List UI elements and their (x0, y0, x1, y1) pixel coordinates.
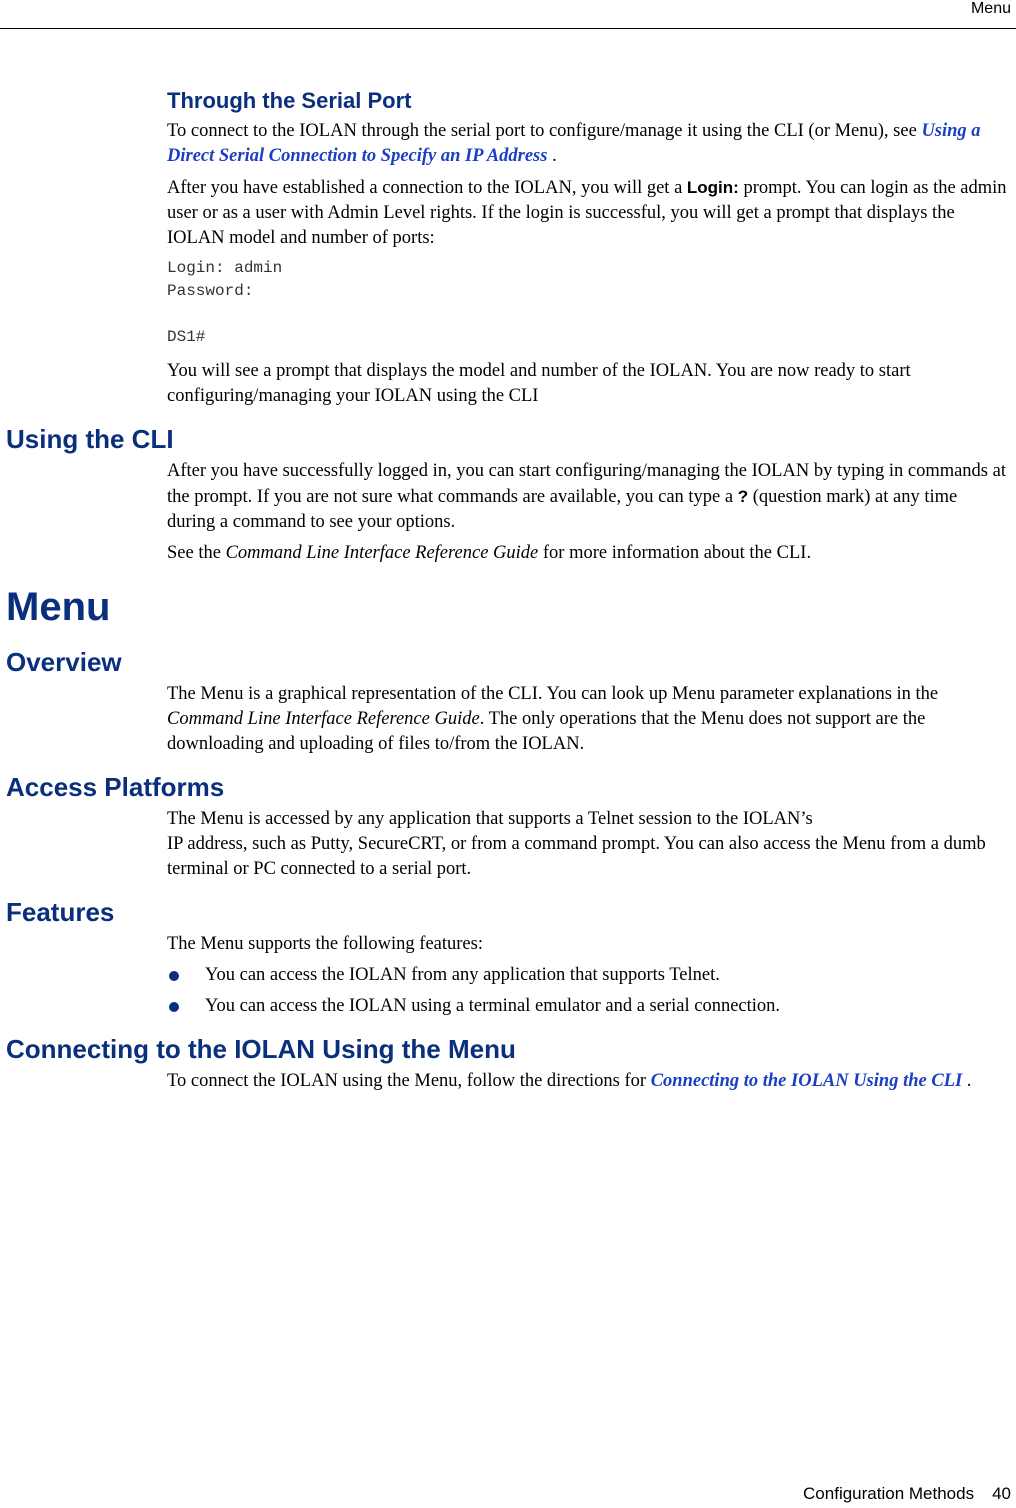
link-direct-serial-connection[interactable]: Using a Direct Serial Connection to Specify an IP Address (167, 121, 981, 166)
heading-access-platforms: Access Platforms (6, 772, 225, 802)
chapter-heading-menu: Menu (6, 585, 111, 629)
connecting-paragraph: To connect the IOLAN using the Menu, follow the directions for Connecting to the IOLAN Using the CLI . (167, 1071, 972, 1091)
features-list (167, 963, 1016, 1019)
footer-chapter-label: Configuration Methods (803, 1484, 975, 1503)
header-title: Menu (970, 0, 1011, 17)
link-connecting-using-cli[interactable]: Connecting to the IOLAN Using the CLI (650, 1071, 963, 1091)
heading-connecting-using-menu: Connecting to the IOLAN Using the Menu (6, 1034, 516, 1064)
overview-reference-guide-title: Command Line Interface Reference Guide (167, 709, 480, 729)
heading-using-the-cli: Using the CLI (6, 424, 174, 454)
bullet-icon (169, 1002, 179, 1012)
page-footer (803, 1484, 1011, 1504)
list-item: You can access the IOLAN using a terminal emulator and a serial connection. (167, 994, 1016, 1019)
heading-through-serial-port: Through the Serial Port (167, 88, 412, 113)
access-paragraph: The Menu is accessed by any application that supports a Telnet session to the IOLAN’s IP address, such as Putty, SecureCRT, or from a command prompt. You can also access the Menu from a dumb terminal or PC connected to a serial port. (167, 809, 986, 879)
overview-paragraph: The Menu is a graphical representation of the CLI. You can look up Menu parameter explanations in the Command Line Interface Reference Guide. The only operations that the Menu does not support are the downloading and uploading of files to/from the IOLAN. (167, 684, 939, 754)
page-header (0, 0, 1016, 29)
page-number: 40 (992, 1484, 1011, 1503)
cli-paragraph-2: See the Command Line Interface Reference Guide for more information about the CLI. (167, 543, 812, 563)
serial-paragraph-2: After you have established a connection to the IOLAN, you will get a Login: prompt. You can login as the admin user or as a user with Admin Level rights. If the login is successful, you will get a prompt that displays the IOLAN model and number of ports: (167, 178, 1007, 248)
login-code-block: Login: admin Password: DS1# (167, 259, 283, 346)
serial-paragraph-3: You will see a prompt that displays the model and number of the IOLAN. You are now ready to start configuring/managing your IOLAN using the CLI (167, 361, 911, 406)
bullet-icon (169, 971, 179, 981)
cli-reference-guide-title: Command Line Interface Reference Guide (225, 543, 539, 563)
cli-paragraph-1: After you have successfully logged in, you can start configuring/managing the IOLAN by typing in commands at the prompt. If you are not sure what commands are available, you can type a ? (question mark) at any time during a command to see your options. (167, 461, 1006, 532)
question-mark-key: ? (737, 487, 749, 506)
page-content (0, 86, 1016, 1100)
heading-overview: Overview (6, 647, 122, 677)
features-intro: The Menu supports the following features: (167, 934, 483, 954)
list-item: You can access the IOLAN from any application that supports Telnet. (167, 963, 1016, 988)
login-prompt-label: Login: (686, 178, 739, 197)
serial-paragraph-1: To connect to the IOLAN through the serial port to configure/manage it using the CLI (or Menu), see Using a Direct Serial Connection to Specify an IP Address . (167, 121, 981, 166)
heading-features: Features (6, 897, 115, 927)
